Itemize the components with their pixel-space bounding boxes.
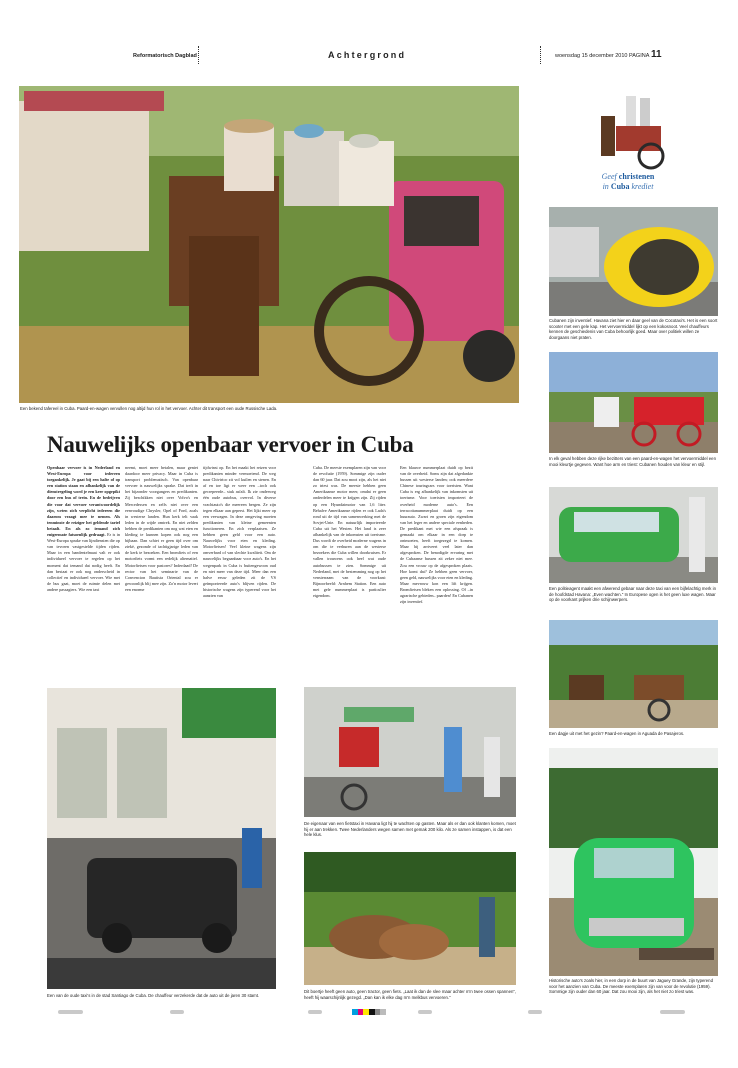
police-caption: Een politieagent maakt een afwerend gebaar naar deze taxi van een bijfelachtig merk in de hoofdstad Havana: „Even wachten.” In Europese ogen is het geen luxe wagen. Maar op de voorkant prijken drie schijnwerpers. (549, 586, 716, 603)
red-cart-photo (549, 352, 718, 453)
article-body: Een blauwe nummerplaat duidt op bezit van de overheid. Soms zijn dat afgedankte bussen uit westerse landen; ook meerdere Chinese touringcars voor toeristen. Want Cuba is erg afhankelijk van inkomsten uit toerisme. Voor toeristen importeert de overheid moderne auto's. Een terracottanummerplaat duidt op een huurauto. Zwart en groen zijn eigendom van het leger en andere speciale eenheden. De predikant met wie een afspraak is gemaakt om elkaar in een dorp te ontmoeten, heeft toegezegd te komen. Maar hij arriveert veel later dan afgesproken. De benodigde ervaring met de Cubaanse bussen zit zeker niet mee. Zou een vrouw op de afgesproken plaats. Hoe komt dat? Ze hebben geen vervoer, geen geld, nauwelijks voor eten en kleding. Maar mevrouw kon een lift krijgen. Bromfietsen bleken een oplossing. Of –in agrarische gebieden– paarden! En Cubanen zijn inventief. (400, 465, 473, 605)
header-divider (198, 46, 199, 64)
bike-taxi-caption: De eigenaar van een fietstaxi in Havana ligt hij te wachten op gasten. Maar als er dan ook klanten komen, moet hij er aan trekken. Twee Nederlanders wegen samen met gemak 200 kilo. Als ze samen instappen, is dat een hele klus. (304, 821, 516, 838)
page-number: 11 (651, 49, 662, 60)
promo-headline: Geef christenen in Cuba krediet (601, 172, 655, 191)
ox-sled-photo (304, 852, 516, 985)
header-divider (540, 46, 541, 64)
main-photo-horse-cart (19, 86, 519, 403)
cocotaxi-photo (549, 207, 718, 316)
classic-car-caption: Historische auto's zoals hier, in een dorp in de buurt van Jaguey Grande, zijn typerend voor het aanzien van Cuba. De meeste exemplaren zijn van voor de revolutie (1959). Sommige zijn ouder dan 60 jaar. Dat zou mooi zijn, als het niet zo triest was. (549, 978, 713, 995)
article-column-1 (47, 465, 120, 645)
bike-taxi-photo (304, 687, 516, 817)
article-column-2 (125, 465, 198, 645)
article-title: Nauwelijks openbaar vervoer in Cuba (47, 432, 414, 457)
promo-horse-cart-photo (596, 86, 668, 170)
cocotaxi-caption: Cubanen zijn inventief. Havana ziet hier en daar geel van de Cocotaxi's. Het is een soort scooter met een gele kap. Het vervoermiddel lijkt op een kokosnoot. Veel chauffeurs kennen de geschiedenis van Cuba behoorlijk goed. Maar over politiek willen ze doorgaans niet praten. (549, 318, 718, 340)
registration-mark (528, 1010, 542, 1014)
green-classic-car-photo (549, 748, 718, 976)
registration-mark (170, 1010, 184, 1014)
family-cart-photo (549, 620, 718, 728)
article-column-3 (203, 465, 276, 645)
article-body: tijdwinst op. En het maakt het reizen voor predikanten minder vermoeiend. De weg naar Chivirico zit vol kuilen en stenen. En af en toe ligt er weer een –toch ook gecrepeerde– stuk asfalt. Ik zie onderweg één oude autobus, overvol. In diverse vrachtauto's die meereen bergen. Ze zijn tegen elkaar aan geperst. Het lijkt meer op een veewagen. In deze omgeving moeten predikanten van kleine gemeenten functioneren. En zich verplaatsen. Ze hebben geen geld voor een auto. Nauwelijks voor eten en kleding. Motorfietsen! Veel kleine wagens zijn omverbard of van slechte kwaliteit. Om de nauwelijks begaanbaar voor auto's. En het wegenpark in Cuba is buitengewoon oud en niet meer van deze tijd. Meer dan een halve eeuw geleden zit de VS geïmporteerde auto's blijven rijden. De historische wagens zijn typerend voor het aanzien van (203, 465, 276, 598)
registration-mark (660, 1010, 685, 1014)
registration-mark (308, 1010, 322, 1014)
issue-date: woensdag 15 december 2010 PAGINA (555, 53, 650, 59)
family-cart-caption: Een dagje uit met het gezin? Paard-en-wagen in Aguada de Pasajeros. (549, 731, 685, 736)
section-title: Achtergrond (328, 50, 407, 60)
article-column-4 (313, 465, 386, 645)
article-body: Cuba. De meeste exemplaren zijn van voor de revolutie (1959). Sommige zijn ouder dan 60 jaar. Dat zou mooi zijn, als het niet zo triest was. De meeste hebben geen Amerikaanse motor meer, omdat er geen onderdelen meer te krijgen zijn. Zij rijden op een Hyundaimotor van 1,6 liter. Behalve Amerikaanse rijden er ook Lada's rond uit de tijd van samenwerking met de Sovjet-Unie. En natuurlijk importeerde Cuba uit het Westen. Het land is zeer afhankelijk van de inkomsten uit toerisme. Dus wordt de overheid moderne wagens in om die te verhuren aan de westerse bezoekers die Cuba willen doorkruisen. Er vallen trouwens ook heel wat oude autobussen te zien. Sommige uit Nederland, met de bestemming nog op het vensterraam van de voorkant: Bijnoorbeeld: Arnhem Station. Een auto met gele nummerplaat is particulier eigendom. (313, 465, 386, 598)
article-column-5 (400, 465, 473, 645)
green-car-police-photo (549, 487, 718, 583)
article-body: neemt, moet meer betalen, maar geniet daardoor meer privacy. Maar in Cuba is transport problematisch. Van openbaar vervoer is nauwelijks sprake. Dat treft in het bijzonder voorgangers en predikanten. Zij beschikken niet over Volvo's en Mercedessen en zelfs niet over een eenvoudige Chrysler, Opel of Ford, zoals in westerse landen. Hun kerk telt vaak leden in de wijde omtrek. En niet zelden hebben de predikanten om nog wat eten en kleding te kunnen kopen ook nog een bijbaan. Dan schiet er geen tijd over om ziekë, gezonde of tachtigjarige leden van de kerk te bezoeken. Een bromfiets of een motorfiets vormt een redelijk alternatief. Motorfietsen voor pastores? Inderdaad! De rector van het seminarie van de Convencion Bautista Oriental zou er gewoonlijk blij mee zijn. Zo'n motor levert een enorme (125, 465, 198, 592)
main-photo-caption: Een bekend tafereel in Cuba. Paard-en-wagen vervullen nog altijd hun rol in het vervoer. Achter dit transport een oude Russische Lada. (20, 406, 278, 411)
color-calibration-bar (352, 1009, 386, 1015)
registration-mark (58, 1010, 83, 1014)
registration-mark (418, 1010, 432, 1014)
article-body: Er is in West-Europa sprake van lijndiensten die op van tevoren vastgestelde tijden rijden. Maar in een bandentelmaat valt er ook individueel vervoer te regelen op het moment dat iemand dat nodig heeft. En dan bestaat er ook nog onderscheid in collectief en individueel vervoer. Wie met de bus gaat, moet de ruimte delen met andere passagiers. Wie een taxi (47, 532, 120, 592)
article-lead: Openbaar vervoer is in Nederland en West-Europa voor iedereen toegankelijk. Je gaat bij een halte of op een station staan en afhankelijk van de dienstregeling word je een keer opgepikt door een bus of trein. En de bedrijven die voor dat vervoer verantwoordelijk zijn, weten zich verplicht iedereen die daarom vraagt mee te nemen. Als tenminste de reiziger het geldende tarief betaalt. En als zo iemand zich enigermate fatsoenlijk gedraagt. (47, 465, 120, 538)
old-taxi-caption: Een van de oude taxi's in de stad Santiago de Cuba. De chauffeur verzekerde dat de auto uit de jaren 30 stamt. (47, 993, 260, 998)
old-taxi-santiago-photo (47, 688, 276, 989)
ox-sled-caption: Dit boertje heeft geen auto, geen tractor, geen fiets. „Laat ik dan de slee maar achter m'n twee ossen spannen”, heeft hij waarschijnlijk gezegd. „Dan kan ik elke dag m'n melkbus vervoeren.” (304, 989, 516, 1000)
paper-name: Reformatorisch Dagblad (133, 53, 197, 59)
red-cart-caption: In elk geval hebben deze rijke bezitters van een paard-en-wagen het vervoermiddel een mooi kleurtje gegeven. Want hoe arm en triest: Cubanen houden van kleur en stijl. (549, 456, 716, 467)
